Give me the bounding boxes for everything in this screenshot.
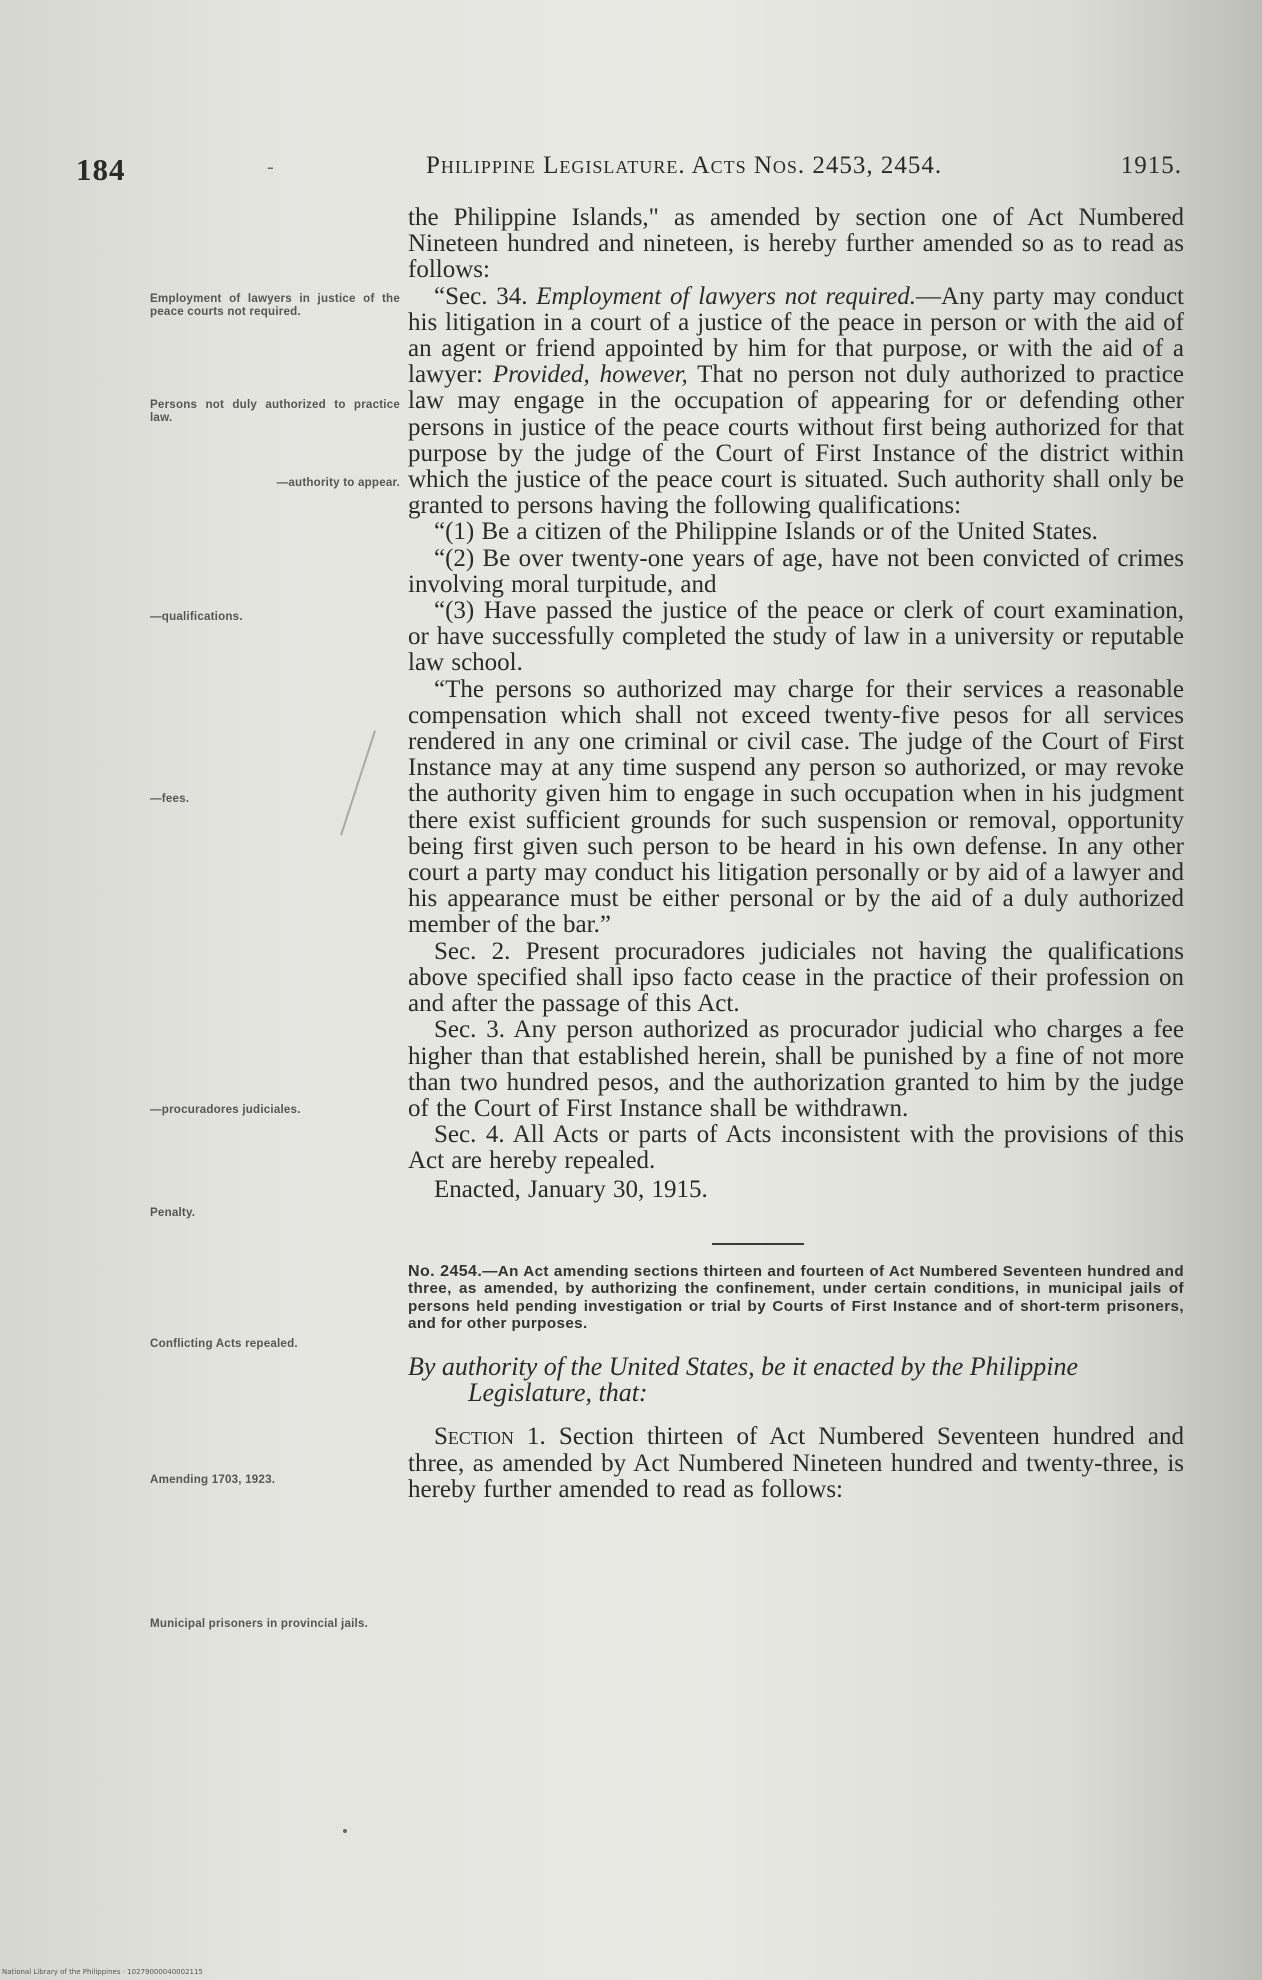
section-34-title: Employment of lawyers not required. — [536, 282, 917, 310]
separator-rule — [712, 1243, 804, 1245]
section-4: Sec. 4. All Acts or parts of Acts inconsistent with the provisions of this Act are hereby repealed. — [408, 1121, 1184, 1175]
margin-note-procuradores: —procuradores judiciales. — [150, 1103, 301, 1116]
main-text — [408, 205, 1184, 1503]
section-34-body-1: —Any party may conduct his litigation in a court of a justice of the peace in person or with the aid of an agent or friend appointed by him for that purpose, or with the aid of a lawyer: — [408, 282, 1184, 389]
margin-note-authority: —authority to appear. — [276, 476, 400, 489]
margin-note-amending: Amending 1703, 1923. — [150, 1473, 276, 1486]
scan-footer: National Library of the Philippines · 10279000040002115 — [2, 1968, 203, 1976]
enacted-date: Enacted, January 30, 1915. — [434, 1175, 708, 1203]
paragraph-fees: “The persons so authorized may charge for their services a reasonable compensation which shall not exceed twenty-five pesos for all services rendered in any one criminal or civil case. The judge of the Court of First Instance may at any time suspend any person so authorized, or may revoke the authority given him to engage in such occupation when in his judgment there exist sufficient grounds for such suspension or removal, opportunity being first given such person to be heard in his own defense. In any other court a party may conduct his litigation personally or by aid of a lawyer and his appearance must be either personal or by the aid of a duly authorized member of the bar.” — [408, 675, 1184, 939]
page-number: 184 — [76, 152, 126, 187]
pencil-mark — [340, 730, 376, 835]
section-34-proviso: Provided, however, — [492, 361, 688, 389]
section-34-body-2: That no person not duly authorized to practice law may engage in the occupation of appearing for or defending other persons in justice of the peace courts without first being authorized for that purpose by the judge of the Court of First Instance of the district within which the justice of the peace court is situated. Such authority shall only be granted to persons having the following qualifications: — [408, 361, 1184, 520]
act-summary-text: —An Act amending sections thirteen and fourteen of Act Numbered Seventeen hundred and three, as amended, by authorizing the confinement, under certain conditions, in municipal jails of persons held pending investigation or trial by Courts of First Instance and of short-term prisoners, and for other purposes. — [408, 1262, 1184, 1332]
section-1-body: 1. Section thirteen of Act Numbered Seventeen hundred and three, as amended by Act Numbered Nineteen hundred and twenty-three, is hereby further amended to read as follows: — [408, 1423, 1184, 1503]
header-dash: - — [267, 156, 274, 178]
margin-note-municipal: Municipal prisoners in provincial jails. — [150, 1617, 369, 1630]
section-34 — [408, 284, 1184, 520]
section-2: Sec. 2. Present procuradores judiciales not having the qualifications above specified shall ipso facto cease in the practice of their profession on and after the passage of this Act. — [408, 937, 1184, 1018]
paragraph-intro: the Philippine Islands," as amended by section one of Act Numbered Nineteen hundred and nineteen, is hereby further amended so as to read as follows: — [408, 204, 1184, 284]
margin-note-persons-not-authorized: Persons not duly authorized to practice law. — [150, 398, 400, 424]
qualification-1: “(1) Be a citizen of the Philippine Islands or of the United States. — [434, 518, 1098, 546]
act-number: No. 2454. — [408, 1262, 483, 1280]
running-head-title: Philippine Legislature. Acts Nos. 2453, 2454. — [426, 152, 943, 179]
qualification-2: “(2) Be over twenty-one years of age, have not been convicted of crimes involving moral turpitude, and — [408, 544, 1184, 598]
section-3: Sec. 3. Any person authorized as procurador judicial who charges a fee higher than that established herein, shall be punished by a fine of not more than two hundred pesos, and the authorization granted to him by the judge of the Court of First Instance shall be withdrawn. — [408, 1016, 1184, 1122]
qualification-3: “(3) Have passed the justice of the peace or clerk of court examination, or have successfully completed the study of law in a university or reputable law school. — [408, 597, 1184, 677]
running-head-year: 1915. — [1120, 152, 1182, 179]
margin-note-employment: Employment of lawyers in justice of the peace courts not required. — [150, 292, 400, 318]
running-head — [426, 152, 1182, 180]
act-summary — [408, 1263, 1184, 1333]
section-34-lead: “Sec. 34. — [434, 282, 537, 310]
enacting-clause: By authority of the United States, be it enacted by the Philippine Legislature, that: — [408, 1352, 1079, 1408]
margin-note-fees: —fees. — [150, 792, 190, 805]
ink-dot — [343, 1829, 347, 1833]
margin-note-conflicting: Conflicting Acts repealed. — [150, 1337, 298, 1350]
section-1 — [408, 1424, 1184, 1503]
margin-note-qualifications: —qualifications. — [150, 610, 243, 623]
section-1-lead: Section — [434, 1423, 514, 1451]
margin-note-penalty: Penalty. — [150, 1206, 196, 1219]
